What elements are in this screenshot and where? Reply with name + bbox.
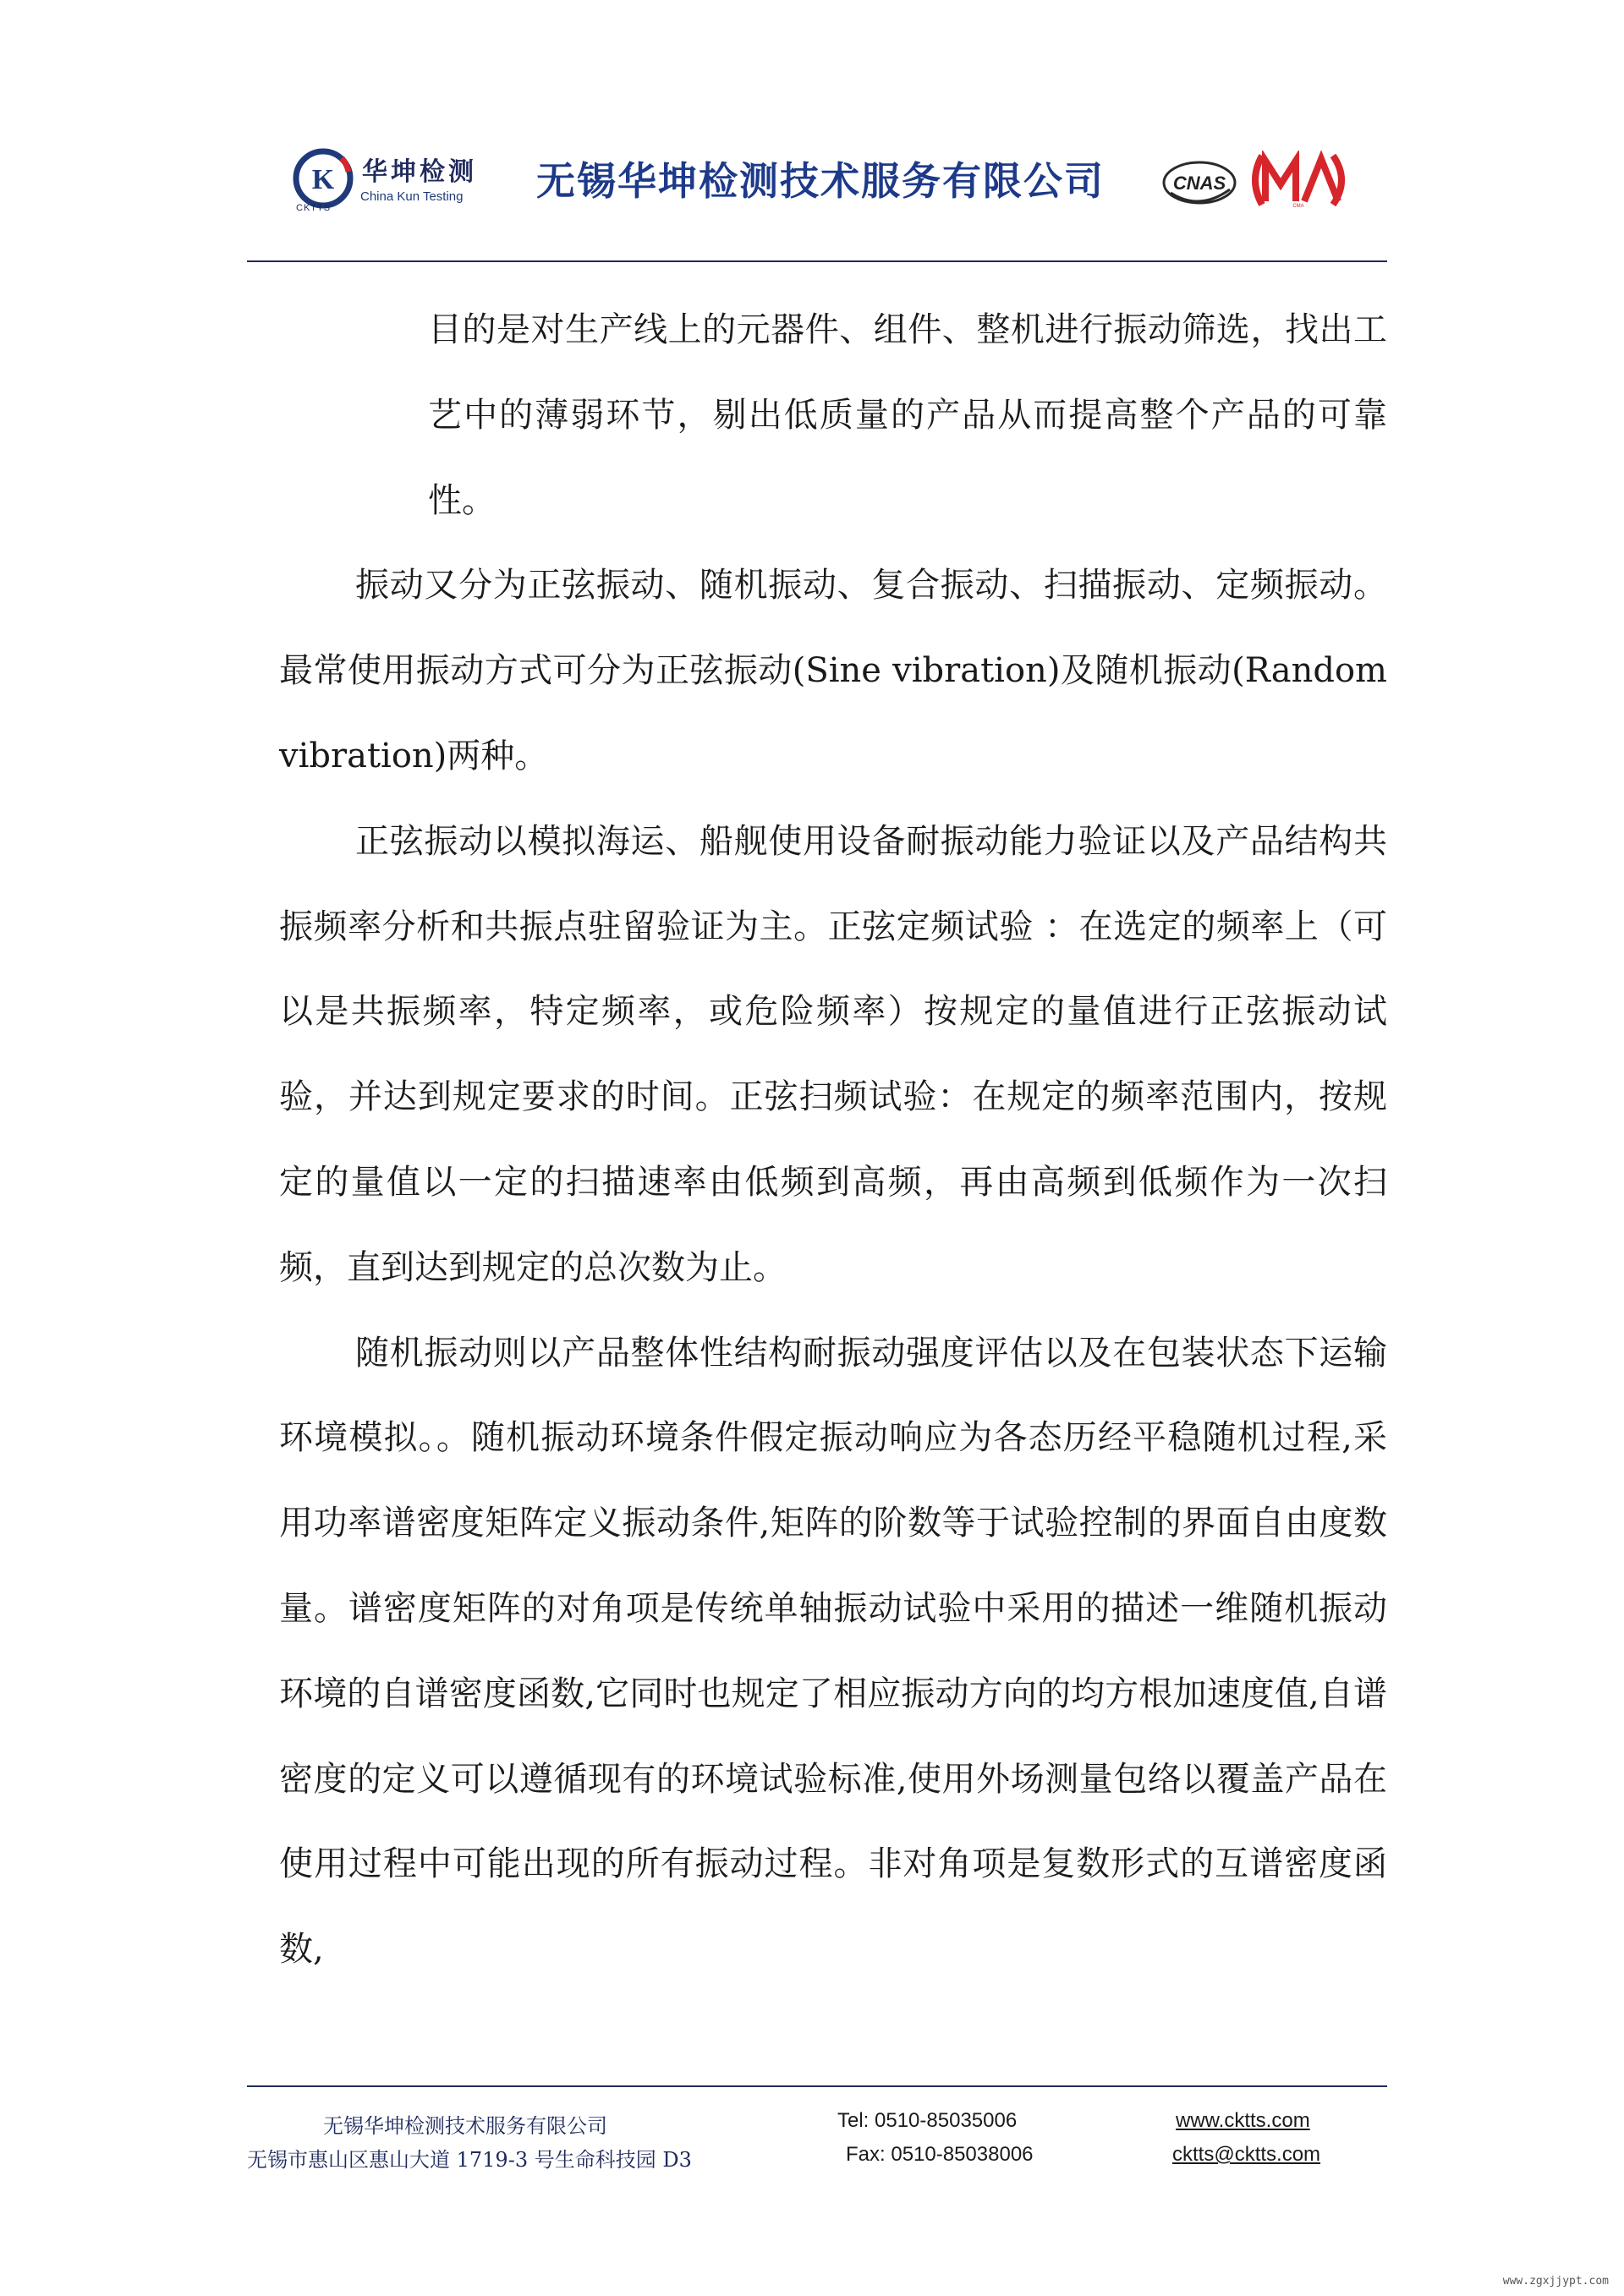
document-body	[279, 288, 1387, 1992]
logo-chinese-name: 华坤检测	[362, 157, 477, 187]
logo-letter: K	[311, 164, 335, 195]
footer-address: 无锡市惠山区惠山大道 1719-3 号生命科技园 D3	[247, 2148, 692, 2172]
watermark: www.zgxjjypt.com	[1502, 2275, 1609, 2288]
header-divider	[247, 260, 1387, 262]
logo-english-name: China Kun Testing	[360, 189, 464, 204]
footer-divider	[247, 2085, 1387, 2087]
lead-paragraph: 目的是对生产线上的元器件、组件、整机进行振动筛选，找出工艺中的薄弱环节，剔出低质量的产品从而提高整个产品的可靠性。	[428, 310, 1387, 520]
paragraph-sine-vibration: 正弦振动以模拟海运、船舰使用设备耐振动能力验证以及产品结构共振频率分析和共振点驻留验证为主。正弦定频试验 ：在选定的频率上（可以是共振频率，特定频率，或危险频率）按规定的量值进行正弦振动试验，并达到规定要求的时间。正弦扫频试验：在规定的频率范围内，按规定的量值以一定的扫描速率由低频到高频，再由高频到低频作为一次扫频，直到达到规定的总次数为止。	[279, 821, 1387, 1287]
footer-fax: Fax: 0510-85038006	[846, 2143, 1034, 2166]
paragraph-vibration-types: 振动又分为正弦振动、随机振动、复合振动、扫描振动、定频振动。最常使用振动方式可分为正弦振动(Sine vibration)及随机振动(Random vibration)两种。	[279, 566, 1387, 775]
logo-abbreviation: CKTTS	[296, 203, 332, 213]
footer-website-link[interactable]: www.cktts.com	[1176, 2109, 1310, 2132]
paragraph-random-vibration: 随机振动则以产品整体性结构耐振动强度评估以及在包装状态下运输环境模拟。。随机振动环境条件假定振动响应为各态历经平稳随机过程,采用功率谱密度矩阵定义振动条件,矩阵的阶数等于试验控制的界面自由度数量。谱密度矩阵的对角项是传统单轴振动试验中采用的描述一维随机振动环境的自谱密度函数,它同时也规定了相应振动方向的均方根加速度值,自谱密度的定义可以遵循现有的环境试验标准,使用外场测量包络以覆盖产品在使用过程中可能出现的所有振动过程。非对角项是复数形式的互谱密度函数,	[279, 1333, 1387, 1970]
cma-logo-icon	[1243, 151, 1353, 210]
company-title: 无锡华坤检测技术服务有限公司	[536, 158, 1105, 204]
cma-label: CMA	[1292, 204, 1304, 209]
footer-email-link[interactable]: cktts@cktts.com	[1172, 2143, 1321, 2166]
footer-tel: Tel: 0510-85035006	[837, 2109, 1018, 2132]
cnas-label: CNAS	[1172, 173, 1226, 194]
page-footer	[0, 2097, 1624, 2199]
footer-company-name: 无锡华坤检测技术服务有限公司	[323, 2114, 607, 2138]
cnas-logo-icon	[1159, 152, 1243, 211]
page-header	[0, 0, 1624, 271]
